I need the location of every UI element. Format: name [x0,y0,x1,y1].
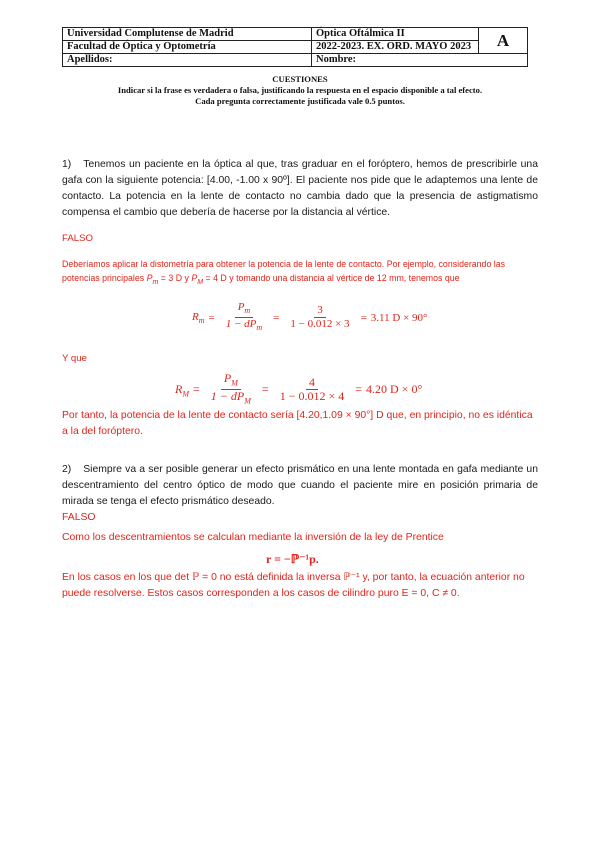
session-cell [312,41,479,54]
question-2 [62,462,538,510]
name-label: Nombre: [316,54,357,65]
exam-header [62,27,528,67]
formula-rM-lhs: $R_M$ [175,381,190,399]
formula-rm-result: 3.11 D × 90° [370,311,428,324]
section-title: CUESTIONES [272,74,328,84]
question-1-verdict: FALSO [62,233,93,244]
university-cell [63,28,312,41]
prentice-inverse-formula: r = −ℙ⁻¹p. [266,552,319,566]
exam-session: 2022-2023. EX. ORD. MAYO 2023 [316,41,472,52]
exam-version: A [479,28,528,54]
course-name: Óptica Oftálmica II [316,28,405,39]
question-1-number: 1) [62,159,72,170]
surname-field[interactable] [63,54,312,67]
formula-rM-result: 4.20 D × 0° [366,382,423,397]
question-1-text: Tenemos un paciente en la óptica al que, tras graduar en el foróptero, hemos de prescribirle una gafa con la siguiente potencia: [4.00, -1.00 x 90º]. El paciente nos pide que le adaptemos una lente de contacto. La potencia en la lente de contacto no cambia dado que la presencia de astigmatismo compensa el cambio que debería de hacerse por la distancia al vértice. [62,159,538,218]
name-field[interactable] [312,54,528,67]
formula-rm-symbolic: $\frac{P_m}{1 - dP_m}$ [225,301,263,333]
question-1 [62,157,538,221]
surname-label: Apellidos: [67,54,113,65]
faculty-name: Facultad de Óptica y Optometría [67,41,216,52]
instructions-line-1: Indicar si la frase es verdadera o falsa, justificando la respuesta en el espacio disponible a tal efecto. [117,85,483,95]
connector-text: Y que [62,353,87,364]
formula-rM-symbolic: $\frac{P_M}{1 - dP_M}$ [210,371,251,406]
question-2-number: 2) [62,464,72,475]
course-cell [312,28,479,41]
university-name: Universidad Complutense de Madrid [67,28,234,39]
question-2-verdict: FALSO [62,512,96,523]
question-2-explanation: Como los descentramientos se calculan mediante la inversión de la ley de Prentice [62,532,444,543]
question-2-text: Siempre va a ser posible generar un efecto prismático en una lente montada en gafa mediante un descentramiento del centro óptico de modo que cuando el paciente mire en posición primaria de mirada se tenga el efecto prismático deseado. [62,464,538,507]
faculty-cell [63,41,312,54]
question-1-conclusion: Por tanto, la potencia de la lente de contacto sería [4.20,1.09 × 90°] D que, en principio, no es idéntica a la del foróptero. [62,410,533,437]
instructions [0,74,600,107]
formula-rm-numeric: $\frac{3}{1 - 0.012 \times 3}$ [290,304,350,331]
instructions-line-2: Cada pregunta correctamente justificada vale 0.5 puntos. [195,96,405,106]
formula-rM: $R_M$ = $\frac{P_M}{1 - dP_M}$ = $\frac{4}{1 - 0.012 \times 4}$ = 4.20 D × 0° [175,371,423,406]
question-2-conclusion: En los casos en los que det ℙ = 0 no está definida la inversa ℙ⁻¹ y, por tanto, la ecuación anterior no puede resolverse. Estos casos corresponden a los casos de cilindro puro E = 0, C ≠ 0. [62,572,525,599]
question-1-explanation: Deberíamos aplicar la distometría para obtener la potencia de la lente de contacto. Por ejemplo, considerando las potencias principales $P_m = 3$ D y $P_M = 4$ D y tomando una distancia al vértice de 12 mm, tenemos que [62,259,506,286]
formula-rM-numeric: $\frac{4}{1 - 0.012 \times 4}$ [279,375,345,404]
formula-rm-lhs: $R_m$ [192,310,205,325]
formula-rm: $R_m$ = $\frac{P_m}{1 - dP_m}$ = $\frac{3}{1 - 0.012 \times 3}$ = 3.11 D × 90° [192,301,428,333]
